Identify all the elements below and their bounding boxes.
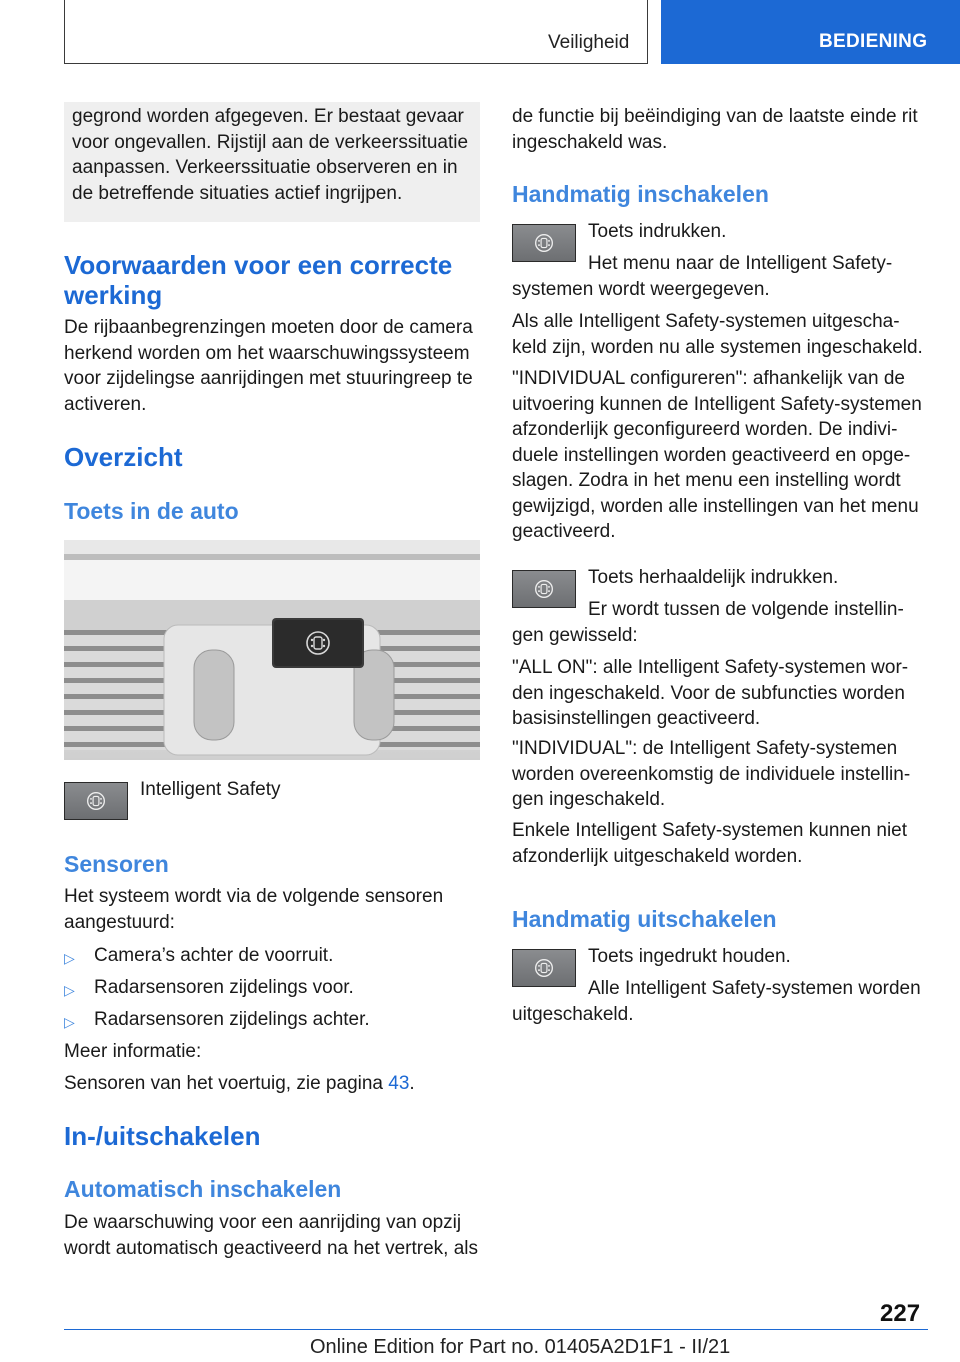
heading-in-uitschakelen: In-/uitschakelen — [64, 1121, 261, 1151]
bullet-triangle-icon: ▷ — [64, 1014, 75, 1030]
intelligent-safety-button[interactable] — [64, 782, 128, 820]
heading-sensoren: Sensoren — [64, 851, 169, 877]
bullet-triangle-icon: ▷ — [64, 950, 75, 966]
heading-voorwaarden: Voorwaarden voor een correcte werking — [64, 250, 453, 310]
paragraph-sensoren: Het systeem wordt via de volgende sensoren aangestuurd: — [64, 886, 444, 933]
list-item: ▷ Radarsensoren zijdelings voor. — [64, 975, 484, 1004]
paragraph-enkele: Enkele Intelligent Safety-systemen kunnen niet afzonderlijk uitgeschakeld worden. — [512, 820, 908, 867]
step-1-action: Toets indrukken. — [588, 221, 727, 242]
footer-divider — [64, 1329, 928, 1330]
paragraph-all-on: "ALL ON": alle Intelligent Safety-systemen wor-den ingeschakeld. Voor de subfuncties worden basisinstellingen geactiveerd. — [512, 657, 909, 729]
paragraph-voorwaarden: De rijbaanbegrenzingen moeten door de camera herkend worden om het waarschuwingssysteem voor zijdelingse aanrijdingen met stuuringreep te activeren. — [64, 317, 473, 415]
intelligent-safety-icon — [534, 233, 554, 253]
car-button-photo — [64, 540, 480, 760]
header-section-title: Veiligheid — [548, 32, 630, 53]
bullet-triangle-icon: ▷ — [64, 982, 75, 998]
heading-automatisch-inschakelen: Automatisch inschakelen — [64, 1176, 342, 1202]
heading-handmatig-uitschakelen: Handmatig uitschakelen — [512, 906, 777, 932]
list-item: ▷ Radarsensoren zijdelings achter. — [64, 1007, 484, 1036]
header-chapter-tab[interactable] — [661, 0, 960, 64]
page-number: 227 — [880, 1300, 921, 1327]
step-1-result: Het menu naar de Intelligent Safety-systemen wordt weergegeven. — [512, 253, 893, 300]
heading-toets-in-de-auto: Toets in de auto — [64, 498, 239, 524]
intelligent-safety-icon — [534, 579, 554, 599]
icon-caption: Intelligent Safety — [140, 779, 281, 800]
intelligent-safety-icon — [534, 958, 554, 978]
paragraph-continued: de functie bij beëindiging van de laatste einde rit ingeschakeld was. — [512, 106, 918, 153]
step-3-result: Alle Intelligent Safety-systemen worden uitgeschakeld. — [512, 978, 921, 1025]
cross-reference: Sensoren van het voertuig, zie pagina 43. — [64, 1073, 415, 1094]
paragraph-alle: Als alle Intelligent Safety-systemen uitgescha-keld zijn, worden nu alle systemen ingeschakeld. — [512, 311, 923, 358]
paragraph-individual: "INDIVIDUAL": de Intelligent Safety-systemen worden overeenkomstig de individuele instellin-gen ingeschakeld. — [512, 738, 911, 810]
warning-note — [64, 102, 480, 222]
heading-handmatig-inschakelen: Handmatig inschakelen — [512, 181, 769, 207]
warning-note-text: gegrond worden afgegeven. Er bestaat gevaar voor ongevallen. Rijstijl aan de verkeerssituatie aanpassen. Verkeerssituatie observeren en in de betreffende situaties actief ingrijpen. — [72, 106, 469, 204]
list-item: ▷ Camera’s achter de voorruit. — [64, 943, 484, 972]
meer-informatie-label: Meer informatie: — [64, 1041, 202, 1062]
paragraph-automatisch: De waarschuwing voor een aanrijding van opzij wordt automatisch geactiveerd na het vertrek, als — [64, 1212, 478, 1259]
paragraph-individual-configureren: "INDIVIDUAL configureren": afhankelijk van de uitvoering kunnen de Intelligent Safety-systemen afzonderlijk geconfigureerd worden. De indivi-duele instellingen worden geactiveerd en opge-slagen. Zodra in het menu een instelling wordt gewijzigd, worden alle instellingen van het menu geactiveerd. — [512, 368, 922, 542]
step-2-action: Toets herhaaldelijk indrukken. — [588, 567, 839, 588]
intelligent-safety-icon — [86, 791, 106, 811]
step-2-result: Er wordt tussen de volgende instellin-gen gewisseld: — [512, 599, 904, 646]
header-chapter-label: BEDIENING — [819, 31, 928, 52]
footer-edition: Online Edition for Part no. 01405A2D1F1 - II/21 — [310, 1336, 731, 1358]
page-link[interactable]: 43 — [388, 1073, 410, 1094]
step-3-action: Toets ingedrukt houden. — [588, 946, 791, 967]
heading-overzicht: Overzicht — [64, 442, 183, 472]
